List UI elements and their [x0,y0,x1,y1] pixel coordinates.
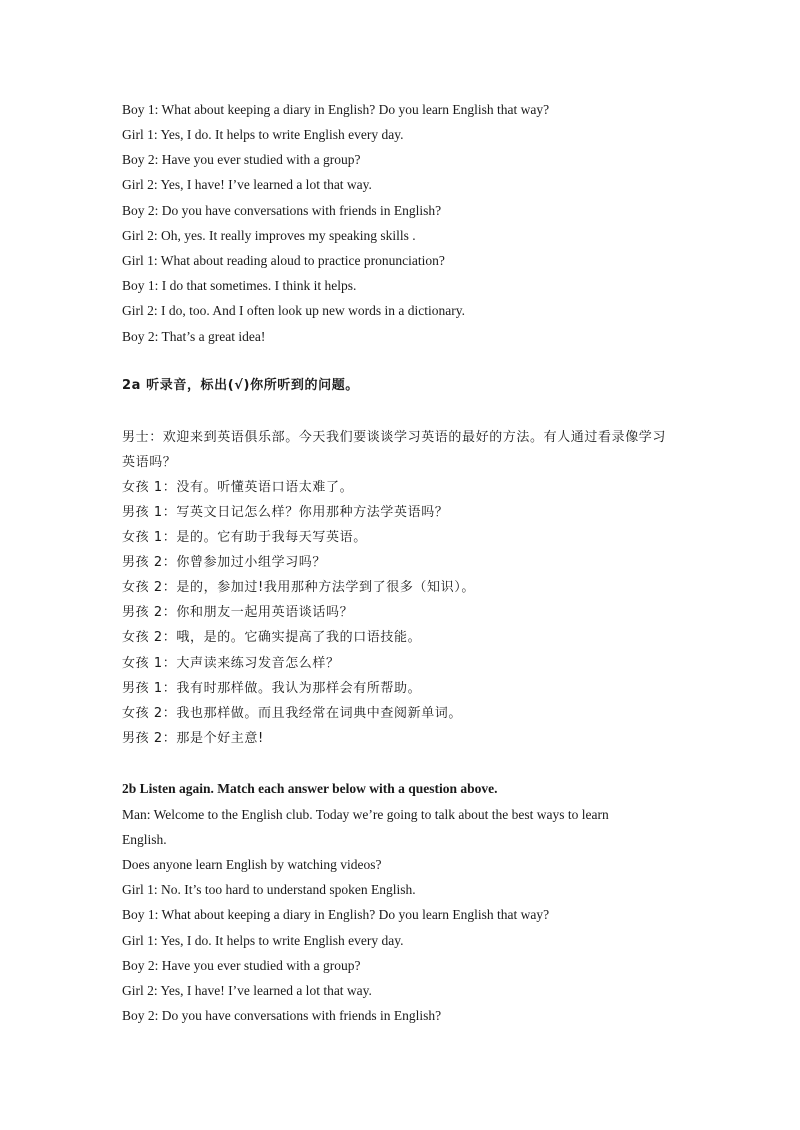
translation-line: 女孩 1：大声读来练习发音怎么样？ [122,656,340,671]
dialogue-line: Girl 1: What about reading aloud to practice pronunciation? [122,253,445,268]
dialogue-line: Man: Welcome to the English club. Today we’re going to talk about the best ways to learn [122,807,609,822]
dialogue-line: Boy 1: What about keeping a diary in English? Do you learn English that way? [122,907,550,922]
dialogue-line: Girl 1: Yes, I do. It helps to write English every day. [122,933,404,948]
dialogue-line: Girl 2: I do, too. And I often look up new words in a dictionary. [122,303,465,318]
section-2b-heading: 2b Listen again. Match each answer below with a question above. [122,781,498,796]
translation-line: 女孩 1：是的。它有助于我每天写英语。 [122,530,367,545]
dialogue-line: Boy 2: Have you ever studied with a group? [122,152,361,167]
dialogue-line: Girl 1: Yes, I do. It helps to write English every day. [122,127,404,142]
dialogue-line: English. [122,832,167,847]
dialogue-line: Boy 1: I do that sometimes. I think it helps. [122,278,357,293]
translation-line: 男孩 2：那是个好主意! [122,731,264,746]
dialogue-line: Does anyone learn English by watching videos? [122,857,382,872]
translation-line: 男士：欢迎来到英语俱乐部。今天我们要谈谈学习英语的最好的方法。有人通过看录像学习 [122,430,667,445]
dialogue-line: Girl 2: Yes, I have! I’ve learned a lot that way. [122,983,372,998]
dialogue-line: Boy 2: That’s a great idea! [122,329,266,344]
section-2a-heading: 2a 听录音，标出(√)你所听到的问题。 [122,378,359,393]
translation-line: 英语吗？ [122,455,177,470]
translation-line: 女孩 2：我也那样做。而且我经常在词典中查阅新单词。 [122,706,463,721]
translation-line: 男孩 2：你和朋友一起用英语谈话吗？ [122,605,354,620]
translation-line: 女孩 2：哦，是的。它确实提高了我的口语技能。 [122,630,422,645]
dialogue-line: Girl 1: No. It’s too hard to understand spoken English. [122,882,416,897]
translation-line: 女孩 1：没有。听懂英语口语太难了。 [122,480,354,495]
translation-line: 男孩 1：写英文日记怎么样？你用那种方法学英语吗？ [122,505,449,520]
dialogue-line: Girl 2: Yes, I have! I’ve learned a lot that way. [122,177,372,192]
dialogue-line: Boy 2: Do you have conversations with friends in English? [122,1008,442,1023]
dialogue-line: Boy 2: Do you have conversations with friends in English? [122,203,442,218]
dialogue-line: Boy 1: What about keeping a diary in English? Do you learn English that way? [122,102,550,117]
translation-line: 女孩 2：是的，参加过!我用那种方法学到了很多（知识）。 [122,580,475,595]
translation-line: 男孩 1：我有时那样做。我认为那样会有所帮助。 [122,681,422,696]
translation-line: 男孩 2：你曾参加过小组学习吗？ [122,555,327,570]
dialogue-line: Girl 2: Oh, yes. It really improves my speaking skills . [122,228,416,243]
dialogue-line: Boy 2: Have you ever studied with a group? [122,958,361,973]
